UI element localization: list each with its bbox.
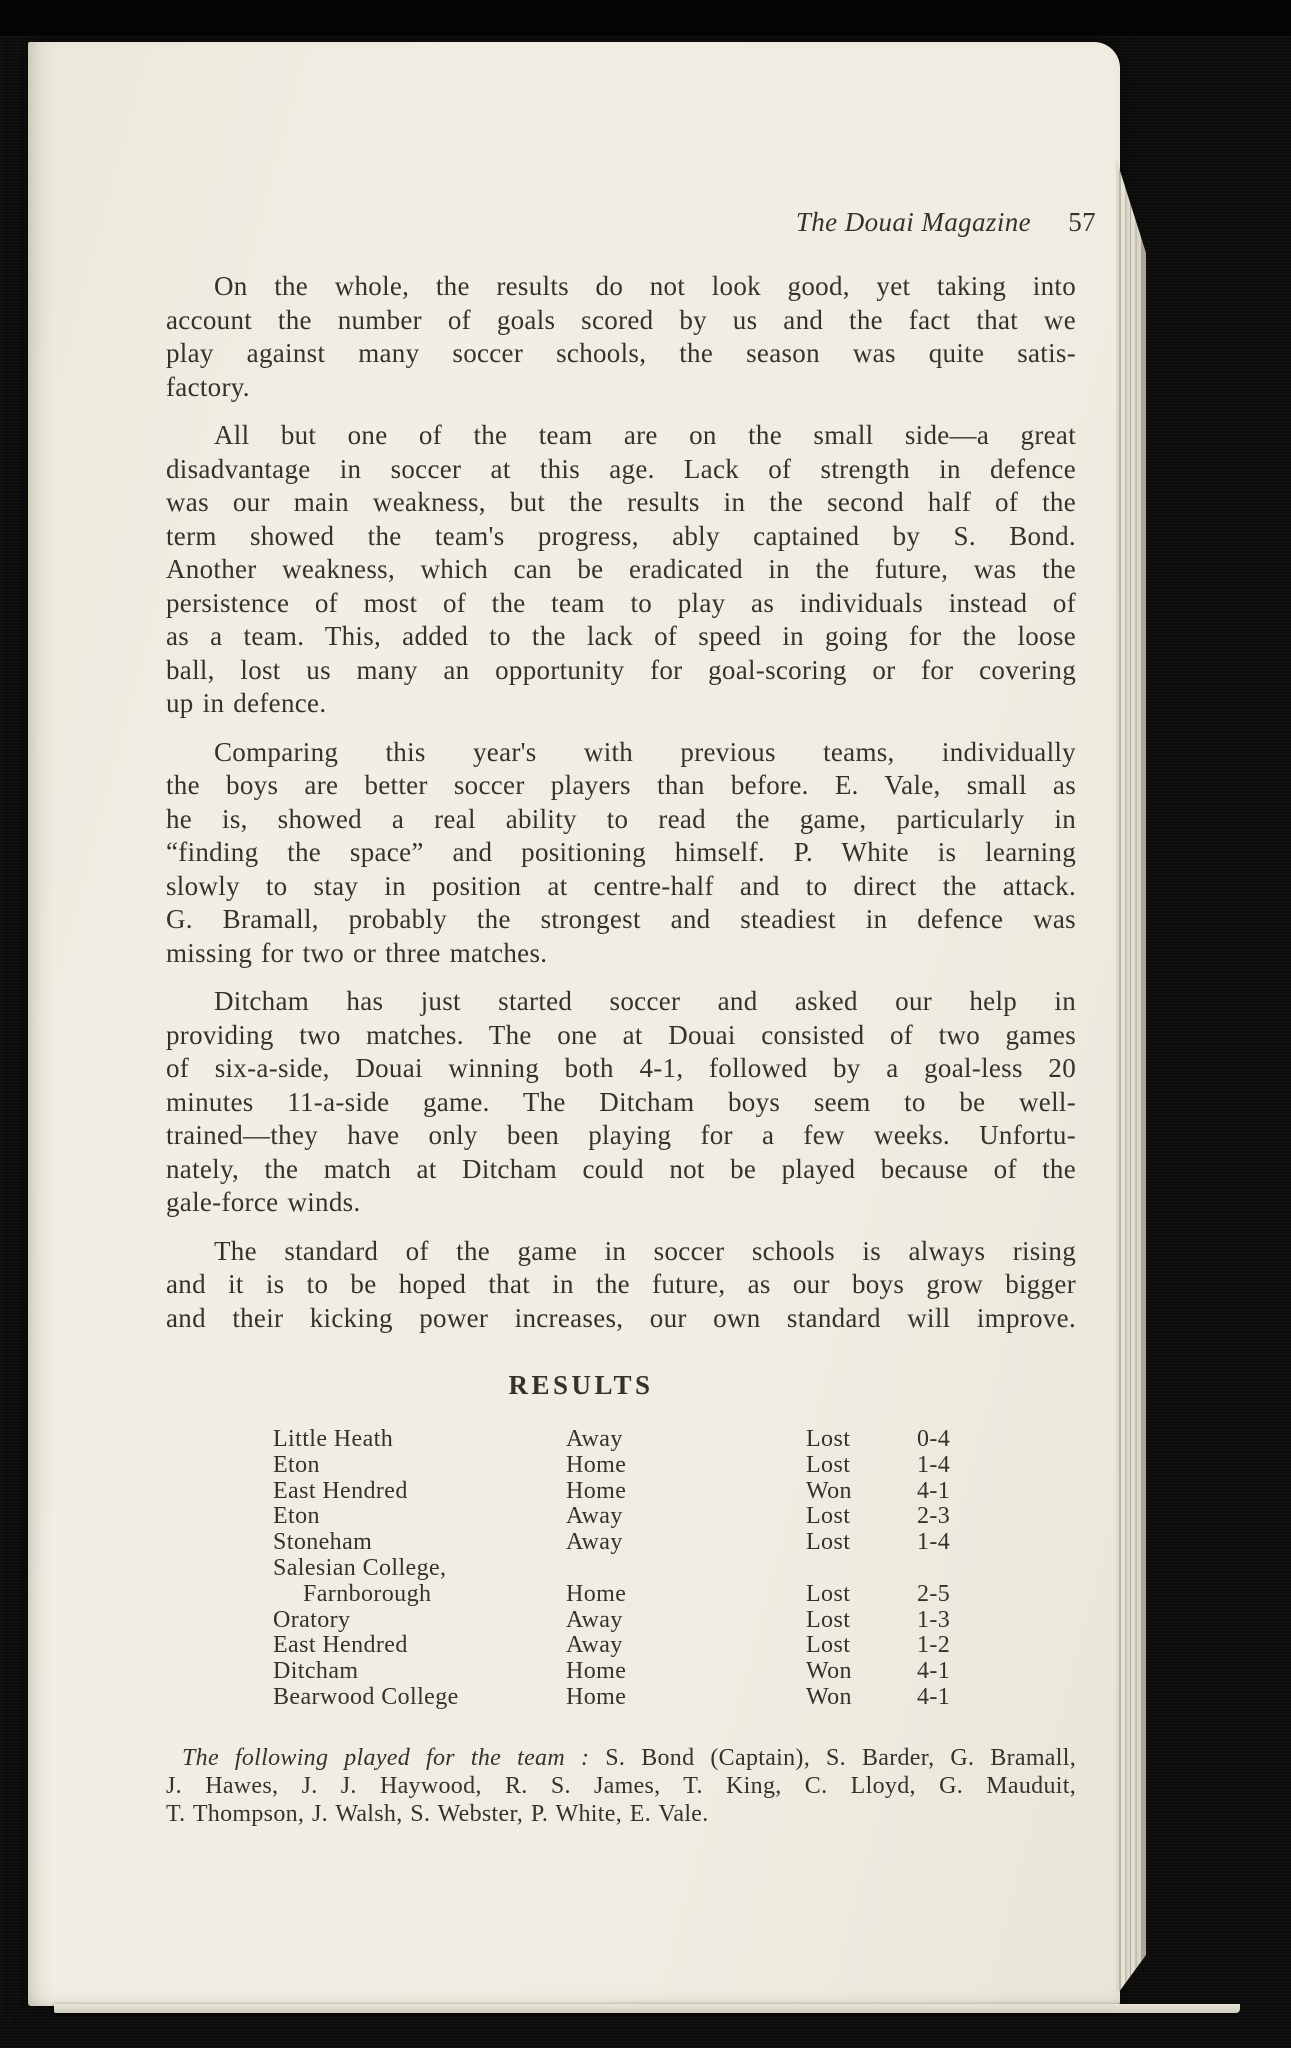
result-cell: Lost	[806, 1451, 851, 1478]
paragraph	[166, 419, 1076, 721]
score-cell: 4-1	[917, 1658, 951, 1685]
venue-cell: Home	[566, 1451, 627, 1478]
score-cell: 2-5	[917, 1580, 951, 1607]
text-line: slowly to stay in position at centre-half and to direct the attack.	[166, 870, 1076, 901]
opponent-cell: Eton	[273, 1503, 320, 1530]
score-cell: 4-1	[917, 1477, 951, 1504]
result-cell: Won	[806, 1477, 852, 1504]
venue-cell: Away	[566, 1529, 623, 1556]
result-cell: Lost	[806, 1580, 851, 1607]
opponent-cell: Bearwood College	[273, 1683, 459, 1710]
text-line: term showed the team's progress, ably captained by S. Bond.	[166, 520, 1076, 551]
text-line: minutes 11-a-side game. The Ditcham boys seem to be well-	[166, 1086, 1076, 1117]
text-line: and their kicking power increases, our own standard will improve.	[166, 1302, 1076, 1333]
team-list	[166, 1744, 1076, 1828]
venue-cell: Away	[566, 1426, 623, 1452]
text-line: missing for two or three matches.	[166, 937, 548, 968]
team-line: T. Thompson, J. Walsh, S. Webster, P. White, E. Vale.	[166, 1801, 709, 1827]
table-row	[166, 1503, 1076, 1529]
book-cover-top-edge	[0, 0, 1291, 37]
text-line: account the number of goals scored by us and the fact that we	[166, 304, 1076, 335]
text-line: Ditcham has just started soccer and asked our help in	[214, 986, 1076, 1016]
opponent-cell: Ditcham	[273, 1658, 359, 1685]
text-line: Another weakness, which can be eradicated in the future, was the	[166, 554, 1076, 584]
text-line: On the whole, the results do not look good, yet taking into	[214, 271, 1076, 301]
text-line: “finding the space” and positioning himself. P. White is learning	[166, 837, 1076, 867]
team-line	[166, 1744, 1076, 1772]
text-line: providing two matches. The one at Douai consisted of two games	[166, 1019, 1076, 1050]
team-intro-italic: The following played for the team :	[182, 1745, 590, 1771]
team-line: J. Hawes, J. J. Haywood, R. S. James, T. King, C. Lloyd, G. Mauduit,	[166, 1773, 1076, 1799]
score-cell: 1-2	[917, 1632, 951, 1659]
text-line: disadvantage in soccer at this age. Lack of strength in defence	[166, 453, 1076, 484]
text-line: play against many soccer schools, the season was quite satis-	[166, 338, 1076, 368]
table-row	[166, 1581, 1076, 1607]
text-line: The standard of the game in soccer schools is always rising	[214, 1235, 1076, 1266]
text-line: was our main weakness, but the results in the second half of the	[166, 487, 1076, 517]
opponent-cell: Farnborough	[303, 1580, 432, 1607]
page-number: 57	[1068, 207, 1096, 237]
venue-cell: Home	[566, 1683, 627, 1710]
score-cell: 1-3	[917, 1606, 951, 1633]
opponent-cell: Eton	[273, 1451, 320, 1478]
result-cell: Lost	[806, 1632, 851, 1659]
opponent-cell: Oratory	[273, 1606, 351, 1633]
table-row	[166, 1684, 1076, 1710]
magazine-page	[28, 42, 1120, 2006]
venue-cell: Away	[566, 1503, 623, 1530]
text-line: persistence of most of the team to play as individuals instead of	[166, 587, 1076, 618]
paragraph	[166, 985, 1076, 1220]
page-content	[166, 42, 1096, 2006]
opponent-cell: Little Heath	[273, 1426, 394, 1452]
text-line: Comparing this year's with previous teams, individually	[214, 736, 1076, 767]
table-row	[166, 1555, 1076, 1581]
table-row	[166, 1632, 1076, 1658]
venue-cell: Home	[566, 1580, 627, 1607]
text-line: factory.	[166, 371, 250, 402]
result-cell: Lost	[806, 1426, 851, 1452]
text-line: the boys are better soccer players than before. E. Vale, small as	[166, 770, 1076, 800]
article-body	[166, 270, 1076, 1350]
table-row	[166, 1478, 1076, 1504]
results-heading: RESULTS	[508, 1370, 654, 1400]
text-line: and it is to be hoped that in the future, as our boys grow bigger	[166, 1269, 1076, 1299]
running-header	[166, 207, 1096, 238]
paragraph	[166, 1235, 1076, 1336]
text-line: G. Bramall, probably the strongest and steadiest in defence was	[166, 904, 1076, 934]
score-cell: 1-4	[917, 1451, 951, 1478]
venue-cell: Home	[566, 1658, 627, 1685]
paragraph	[166, 270, 1076, 404]
table-row	[166, 1426, 1076, 1452]
score-cell: 1-4	[917, 1529, 951, 1556]
paragraph	[166, 736, 1076, 971]
text-line: as a team. This, added to the lack of speed in going for the loose	[166, 621, 1076, 651]
result-cell: Lost	[806, 1606, 851, 1633]
text-line: up in defence.	[166, 688, 327, 718]
result-cell: Won	[806, 1683, 852, 1710]
venue-cell: Away	[566, 1632, 623, 1659]
opponent-cell: Stoneham	[273, 1529, 373, 1556]
opponent-cell: East Hendred	[273, 1632, 408, 1659]
score-cell: 0-4	[917, 1426, 951, 1452]
opponent-cell: East Hendred	[273, 1477, 408, 1504]
text-line: All but one of the team are on the small side—a great	[214, 420, 1076, 450]
text-line: trained—they have only been playing for a few weeks. Unfortu-	[166, 1120, 1076, 1150]
text-line: he is, showed a real ability to read the game, particularly in	[166, 803, 1076, 834]
venue-cell: Away	[566, 1606, 623, 1633]
text-line: of six-a-side, Douai winning both 4-1, followed by a goal-less 20	[166, 1053, 1076, 1083]
score-cell: 4-1	[917, 1683, 951, 1710]
table-row	[166, 1452, 1076, 1478]
opponent-cell: Salesian College,	[273, 1554, 447, 1581]
text-line: ball, lost us many an opportunity for goal-scoring or for covering	[166, 654, 1076, 685]
result-cell: Lost	[806, 1503, 851, 1530]
result-cell: Lost	[806, 1529, 851, 1556]
page-edges-right	[1116, 148, 1146, 2000]
score-cell: 2-3	[917, 1503, 951, 1530]
page-edges-bottom	[54, 2004, 1240, 2013]
text-line: gale-force winds.	[166, 1187, 361, 1217]
text-line: nately, the match at Ditcham could not be played because of the	[166, 1153, 1076, 1184]
table-row	[166, 1658, 1076, 1684]
results-table	[166, 1426, 1076, 1710]
table-row	[166, 1607, 1076, 1633]
result-cell: Won	[806, 1658, 852, 1685]
venue-cell: Home	[566, 1477, 627, 1504]
team-first-line-rest: S. Bond (Captain), S. Barder, G. Bramall,	[589, 1745, 1076, 1771]
table-row	[166, 1529, 1076, 1555]
journal-title: The Douai Magazine	[795, 207, 1032, 237]
